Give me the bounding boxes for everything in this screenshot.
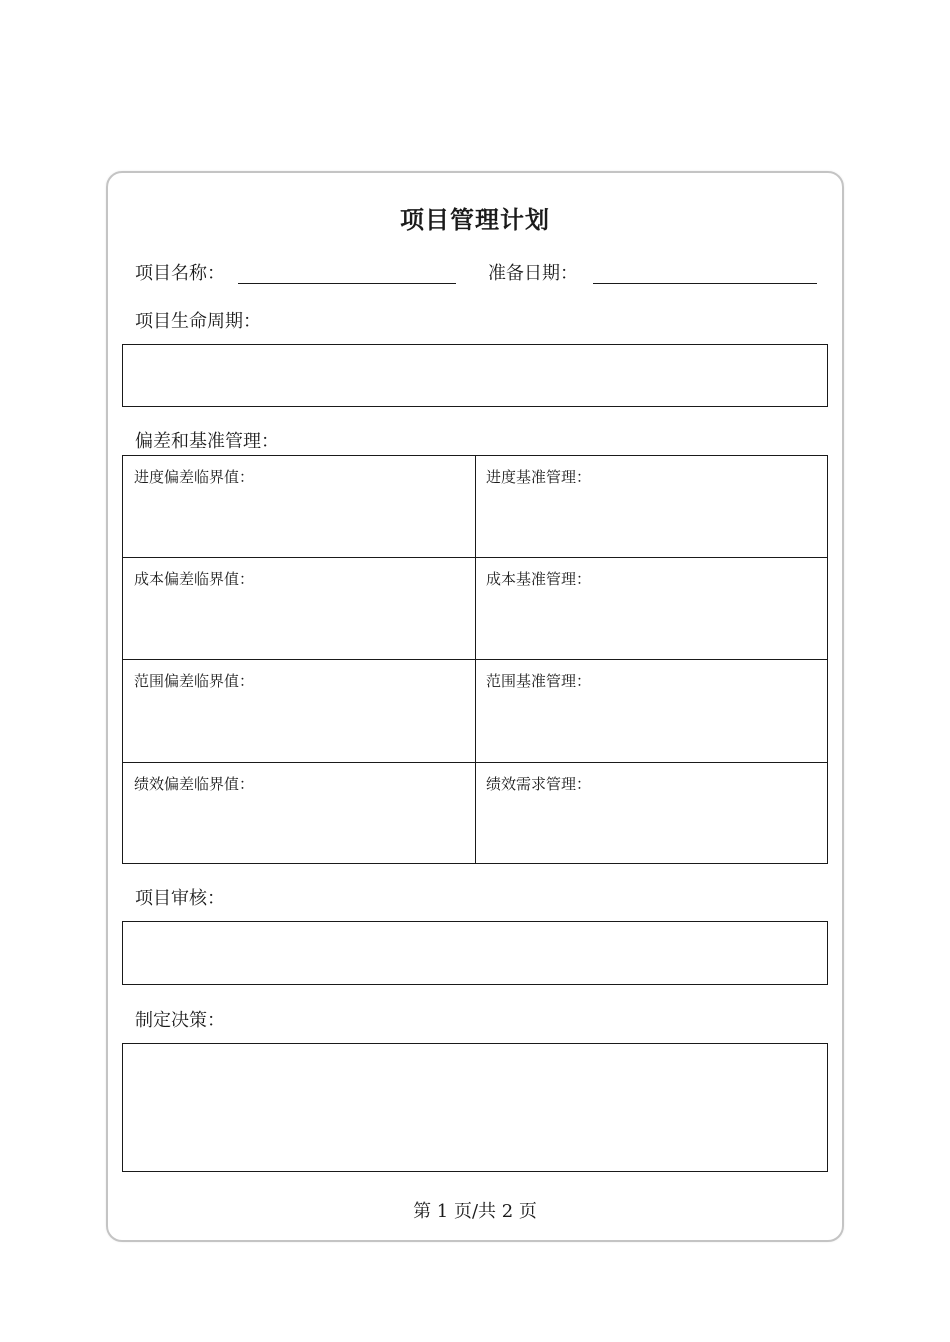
variance-baseline-table [122,455,828,864]
schedule-variance-cell[interactable] [123,456,475,557]
project-name-label: 项目名称： [135,263,225,284]
page-title: 项目管理计划 [400,206,550,234]
project-name-field[interactable] [238,283,456,284]
cell-label: 绩效偏差临界值： [134,775,255,793]
cost-variance-cell[interactable] [123,558,475,659]
schedule-baseline-cell[interactable] [475,456,827,557]
cell-label: 成本偏差临界值： [134,570,255,588]
prep-date-label: 准备日期： [488,263,578,284]
lifecycle-field[interactable] [122,344,828,407]
variance-label: 偏差和基准管理： [135,431,279,452]
decision-label: 制定决策： [135,1010,225,1031]
cell-label: 成本基准管理： [486,570,592,588]
cell-label: 范围基准管理： [486,672,592,690]
prep-date-field[interactable] [593,283,817,284]
cell-label: 绩效需求管理： [486,775,592,793]
review-label: 项目审核： [135,888,225,909]
lifecycle-label: 项目生命周期： [135,311,261,332]
cost-baseline-cell[interactable] [475,558,827,659]
cell-label: 进度基准管理： [486,468,592,486]
performance-variance-cell[interactable] [123,763,475,863]
performance-requirements-cell[interactable] [475,763,827,863]
scope-baseline-cell[interactable] [475,660,827,762]
cell-label: 范围偏差临界值： [134,672,255,690]
review-field[interactable] [122,921,828,985]
scope-variance-cell[interactable] [123,660,475,762]
page-number: 第 1 页/共 2 页 [413,1201,537,1222]
cell-label: 进度偏差临界值： [134,468,255,486]
decision-field[interactable] [122,1043,828,1172]
